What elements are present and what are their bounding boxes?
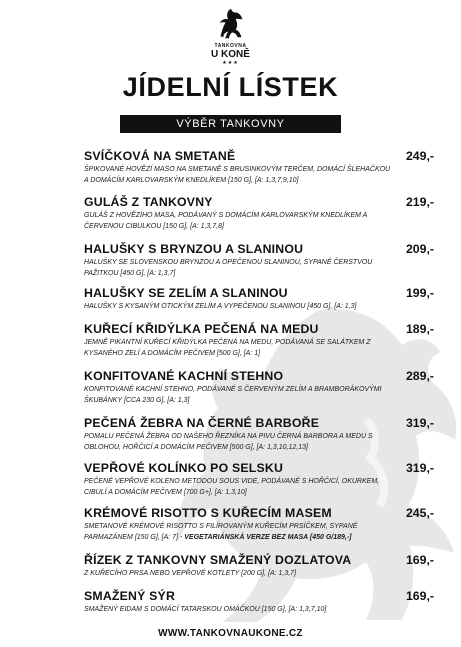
- menu-item: [84, 416, 436, 453]
- item-name: KRÉMOVÉ RISOTTO S KUŘECÍM MASEM: [84, 506, 332, 520]
- item-price: 169,-: [405, 553, 434, 567]
- item-description: HALUŠKY SE SLOVENSKOU BRYNZOU A OPEČENOU SLANINOU, SYPANÉ ČERSTVOU PAŽITKOU [450 G], [A: 1,3,7]: [84, 259, 373, 277]
- menu-item: [84, 589, 436, 616]
- menu-item: [84, 286, 436, 313]
- menu-item: [84, 369, 436, 406]
- menu-item: [84, 195, 436, 232]
- item-name: ŘÍZEK Z TANKOVNY SMAŽENÝ DOZLATOVA: [84, 553, 352, 567]
- item-price: 199,-: [405, 286, 434, 300]
- item-description: POMALU PEČENÁ ŽEBRA OD NAŠEHO ŘEZNÍKA NA PIVU ČERNÁ BARBORA A MEDU S OBLOHOU, HOŘČICÍ A DOMÁCÍM PEČIVEM [500 G], [A: 1,3,10,12,13]: [84, 433, 373, 451]
- menu-item: [84, 149, 436, 186]
- item-price: 245,-: [405, 506, 434, 520]
- item-name: KUŘECÍ KŘIDÝLKA PEČENÁ NA MEDU: [84, 322, 319, 336]
- item-description: ŠPIKOVANÉ HOVĚZÍ MASO NA SMETANĚ S BRUSINKOVÝM TERČEM, DOMÁCÍ ŠLEHAČKOU A DOMÁCÍM KARLOVARSKÝM KNEDLÍKEM [150 G], [A: 1,3,7,9,10]: [84, 166, 391, 184]
- item-price: 169,-: [405, 589, 434, 603]
- item-price: 219,-: [405, 195, 434, 209]
- logo-name: U KONĚ: [211, 49, 250, 60]
- item-description: SMAŽENÝ EIDAM S DOMÁCÍ TATARSKOU OMÁČKOU [150 G], [A: 1,3,7,10]: [84, 606, 327, 613]
- item-name: SVÍČKOVÁ NA SMETANĚ: [84, 149, 236, 163]
- item-price: 289,-: [405, 369, 434, 383]
- menu-item: [84, 553, 436, 580]
- item-price: 209,-: [405, 242, 434, 256]
- item-name: HALUŠKY S BRYNZOU A SLANINOU: [84, 242, 304, 256]
- item-price: 249,-: [405, 149, 434, 163]
- item-description: GULÁŠ Z HOVĚZÍHO MASA, PODÁVANÝ S DOMÁCÍM KARLOVARSKÝM KNEDLÍKEM A ČERVENOU CIBULKOU [150 G], [A: 1,3,7,8]: [84, 212, 368, 230]
- section-banner: VÝBĚR TANKOVNY: [120, 115, 341, 133]
- logo-stars: ★★★: [222, 60, 239, 66]
- item-price: 319,-: [405, 416, 434, 430]
- item-name: SMAŽENÝ SÝR: [84, 589, 176, 603]
- item-name: HALUŠKY SE ZELÍM A SLANINOU: [84, 286, 288, 300]
- item-description: PEČENÉ VEPŘOVÉ KOLENO METODOU SOUS VIDE, PODÁVANÉ S HOŘČICÍ, OKURKEM, CIBULÍ A DOMÁCÍM PEČIVEM [700 G+], [A: 1,3,10]: [84, 478, 380, 496]
- menu-item: [84, 506, 436, 543]
- item-description: JEMNĚ PIKANTNÍ KUŘECÍ KŘIDÝLKA PEČENÁ NA MEDU, PODÁVANÁ SE SALÁTKEM Z KYSANÉHO ZELÍ A DOMÁCÍM PEČIVEM [500 G], [A: 1]: [84, 339, 371, 357]
- item-description-vegetarian: VEGETARIÁNSKÁ VERZE BEZ MASA [450 G/189,-]: [184, 533, 352, 541]
- item-description: [84, 522, 396, 543]
- website-link[interactable]: WWW.TANKOVNAUKONE.CZ: [158, 628, 303, 639]
- menu-item: [84, 322, 436, 359]
- item-description: Z KUŘECÍHO PRSA NEBO VEPŘOVÉ KOTLETY [200 G], [A: 1,3,7]: [84, 570, 297, 577]
- item-price: 319,-: [405, 461, 434, 475]
- item-name: PEČENÁ ŽEBRA NA ČERNÉ BARBOŘE: [84, 416, 320, 430]
- item-description: HALUŠKY S KYSANÝM OTICKÝM ZELÍM A VYPEČENOU SLANINOU [450 G], [A: 1,3]: [84, 303, 357, 310]
- page-title: JÍDELNÍ LÍSTEK: [122, 72, 339, 102]
- item-name: GULÁŠ Z TANKOVNY: [84, 195, 213, 209]
- logo: [0, 2, 461, 80]
- item-price: 189,-: [405, 322, 434, 336]
- item-name: VEPŘOVÉ KOLÍNKO PO SELSKU: [84, 461, 284, 475]
- item-name: KONFITOVANÉ KACHNÍ STEHNO: [84, 369, 284, 383]
- menu-item: [84, 461, 436, 498]
- item-description: KONFITOVANÉ KACHNÍ STEHNO, PODÁVANÉ S ČERVENÝM ZELÍM A BRAMBORÁKOVÝMI ŠKUBÁNKY [CCA 230 G], [A: 1,3]: [84, 386, 382, 404]
- horse-icon: [211, 4, 249, 42]
- menu-item: [84, 242, 436, 279]
- logo-top-text: TANKOVNA: [214, 43, 247, 49]
- item-description-text: SMETANOVÉ KRÉMOVÉ RISOTTO S FILÍROVANÝM KUŘECÍM PRSÍČKEM, SYPANÉ PARMAZÁNEM [150 G], [A: 7] -: [84, 523, 358, 541]
